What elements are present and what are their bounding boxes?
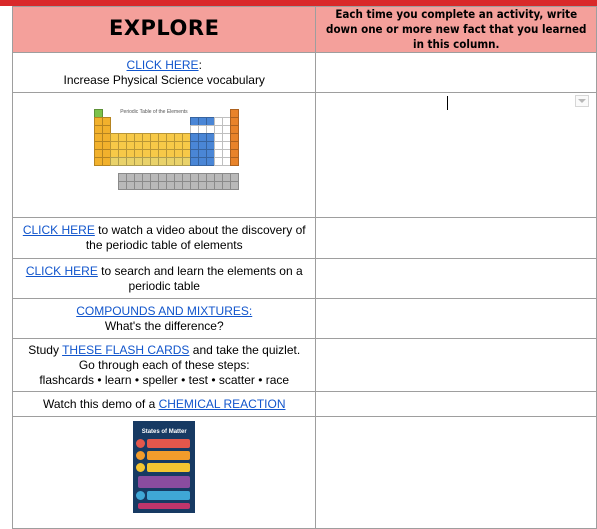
video-text: to watch a video about the discovery of the periodic table of elements: [85, 223, 306, 252]
notes-cell[interactable]: [316, 93, 597, 218]
activity-cell[interactable]: [13, 299, 316, 339]
flashcards-link[interactable]: THESE FLASH CARDS: [62, 342, 190, 357]
activity-cell[interactable]: [13, 339, 316, 392]
activity-cell[interactable]: [13, 392, 316, 417]
periodic-table-image[interactable]: [80, 103, 248, 207]
flashcards-steps: flashcards • learn • speller • test • scatter • race: [39, 372, 290, 387]
header-row: [13, 7, 597, 53]
video-link[interactable]: CLICK HERE: [22, 223, 95, 237]
activity-row: [13, 392, 597, 417]
activity-row: [13, 299, 597, 339]
activity-cell[interactable]: [13, 259, 316, 299]
notes-instructions: Each time you complete an activity, write down one or more new fact that you learned in this column.: [326, 7, 587, 51]
activity-row: [13, 93, 597, 218]
poster-circle: [136, 451, 145, 460]
poster-circle: [136, 491, 145, 500]
explore-title: EXPLORE: [109, 15, 220, 40]
vocabulary-text: Increase Physical Science vocabulary: [63, 72, 265, 87]
chevron-down-icon[interactable]: [575, 95, 589, 107]
flashcards-text-after: and take the quizlet. Go through each of these steps:: [78, 342, 301, 372]
activity-cell[interactable]: [13, 53, 316, 93]
element-tile: [230, 181, 239, 190]
compounds-mixtures-link[interactable]: COMPOUNDS AND MIXTURES:: [76, 303, 253, 318]
explore-table: [12, 6, 597, 529]
poster-circle: [136, 439, 145, 448]
activity-row: [13, 218, 597, 259]
compounds-question: What's the difference?: [104, 318, 224, 333]
poster-circle: [136, 463, 145, 472]
chemical-reaction-text: Watch this demo of a: [42, 396, 159, 411]
vocabulary-link[interactable]: CLICK HERE: [126, 57, 199, 72]
poster-title: States of Matter: [141, 429, 187, 435]
chemical-reaction-link[interactable]: CHEMICAL REACTION: [158, 396, 286, 411]
poster-band: [147, 491, 190, 500]
element-tile: [230, 157, 239, 166]
poster-band: [138, 476, 190, 488]
activity-row: [13, 259, 597, 299]
notes-cell[interactable]: [316, 392, 597, 417]
poster-band: [147, 451, 190, 460]
link-colon: :: [198, 57, 202, 72]
periodic-table-image-title: Periodic Table of the Elements: [120, 109, 188, 115]
activity-row: [13, 53, 597, 93]
search-elements-text: to search and learn the elements on a periodic table: [97, 263, 303, 293]
poster-band: [147, 463, 190, 472]
notes-header-cell[interactable]: [316, 7, 597, 53]
activity-cell[interactable]: [13, 417, 316, 529]
notes-cell[interactable]: [316, 299, 597, 339]
poster-band: [147, 439, 190, 448]
notes-cell[interactable]: [316, 259, 597, 299]
poster-band: [138, 503, 190, 509]
notes-cell[interactable]: [316, 417, 597, 529]
explore-header-cell[interactable]: [13, 7, 316, 53]
notes-cell[interactable]: [316, 339, 597, 392]
text-cursor: [447, 96, 448, 110]
notes-cell[interactable]: [316, 53, 597, 93]
activity-row: [13, 417, 597, 529]
search-elements-link[interactable]: CLICK HERE: [25, 263, 98, 278]
activity-row: [13, 339, 597, 392]
activity-cell[interactable]: [13, 93, 316, 218]
flashcards-text-before: Study: [28, 342, 63, 357]
states-of-matter-poster[interactable]: [133, 421, 195, 513]
activity-cell[interactable]: [13, 218, 316, 259]
notes-cell[interactable]: [316, 218, 597, 259]
